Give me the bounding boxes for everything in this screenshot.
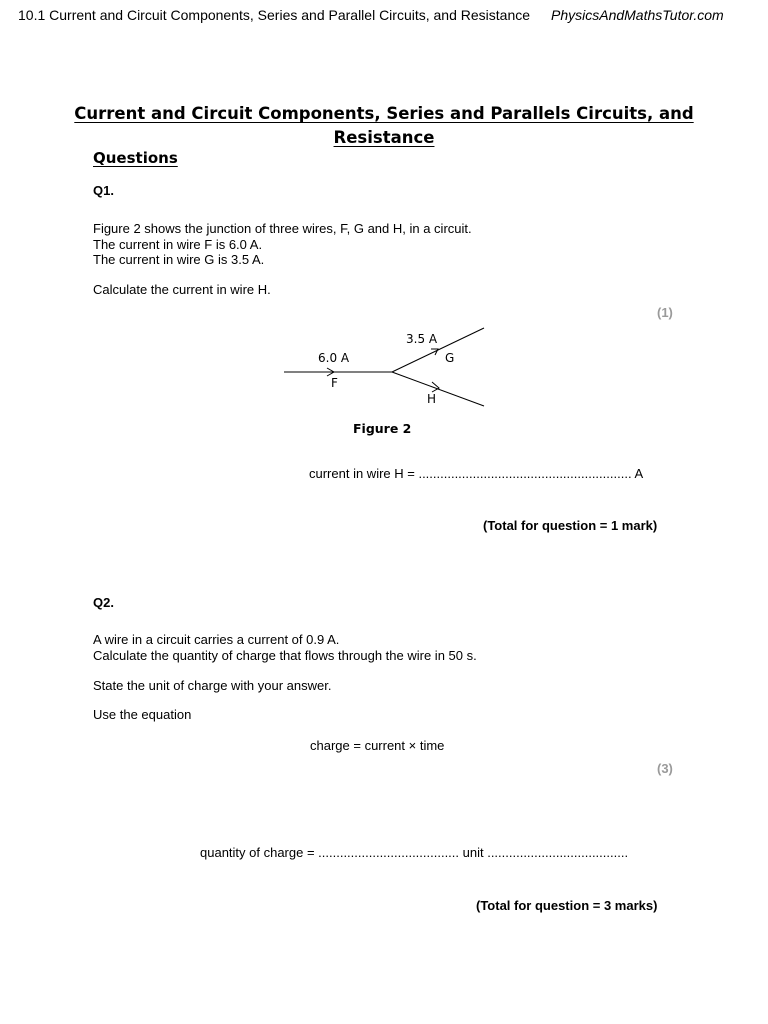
q1-label: Q1.	[93, 183, 114, 198]
label-g: G	[445, 351, 455, 365]
q2-equation: charge = current × time	[310, 738, 445, 753]
q1-marks: (1)	[657, 305, 673, 320]
q2-label: Q2.	[93, 595, 114, 610]
q2-equation-intro: Use the equation	[93, 707, 192, 722]
figure-caption: Figure 2	[353, 421, 412, 436]
page-header-website: PhysicsAndMathsTutor.com	[551, 7, 724, 23]
q1-text	[93, 221, 472, 268]
document-title	[60, 102, 708, 150]
page-header-title: 10.1 Current and Circuit Components, Series and Parallel Circuits, and Resistance	[18, 7, 531, 23]
junction-diagram	[280, 322, 500, 412]
label-f-current: 6.0 A	[318, 351, 350, 365]
label-g-current: 3.5 A	[406, 332, 438, 346]
document-title-line1: Current and Circuit Components, Series and Parallels Circuits, and	[74, 104, 694, 123]
q1-answer-line: current in wire H = ........................................................... A	[309, 466, 644, 481]
q2-answer-line: quantity of charge = ....................................... unit .......................................	[200, 845, 629, 860]
label-f: F	[331, 376, 338, 390]
q1-total: (Total for question = 1 mark)	[483, 518, 658, 533]
q2-unit-instruction: State the unit of charge with your answer.	[93, 678, 332, 693]
q1-line: The current in wire G is 3.5 A.	[93, 252, 265, 267]
q2-total: (Total for question = 3 marks)	[476, 898, 658, 913]
q1-line: The current in wire F is 6.0 A.	[93, 236, 263, 252]
q2-text	[93, 632, 477, 663]
q2-line: Calculate the quantity of charge that flows through the wire in 50 s.	[93, 647, 477, 663]
label-h: H	[427, 392, 437, 406]
q2-marks: (3)	[657, 761, 673, 776]
q1-instruction: Calculate the current in wire H.	[93, 282, 271, 297]
q2-line: A wire in a circuit carries a current of 0.9 A.	[93, 632, 340, 647]
q1-line: Figure 2 shows the junction of three wires, F, G and H, in a circuit.	[93, 221, 472, 236]
document-title-line2: Resistance	[333, 128, 435, 147]
section-heading: Questions	[93, 149, 178, 167]
